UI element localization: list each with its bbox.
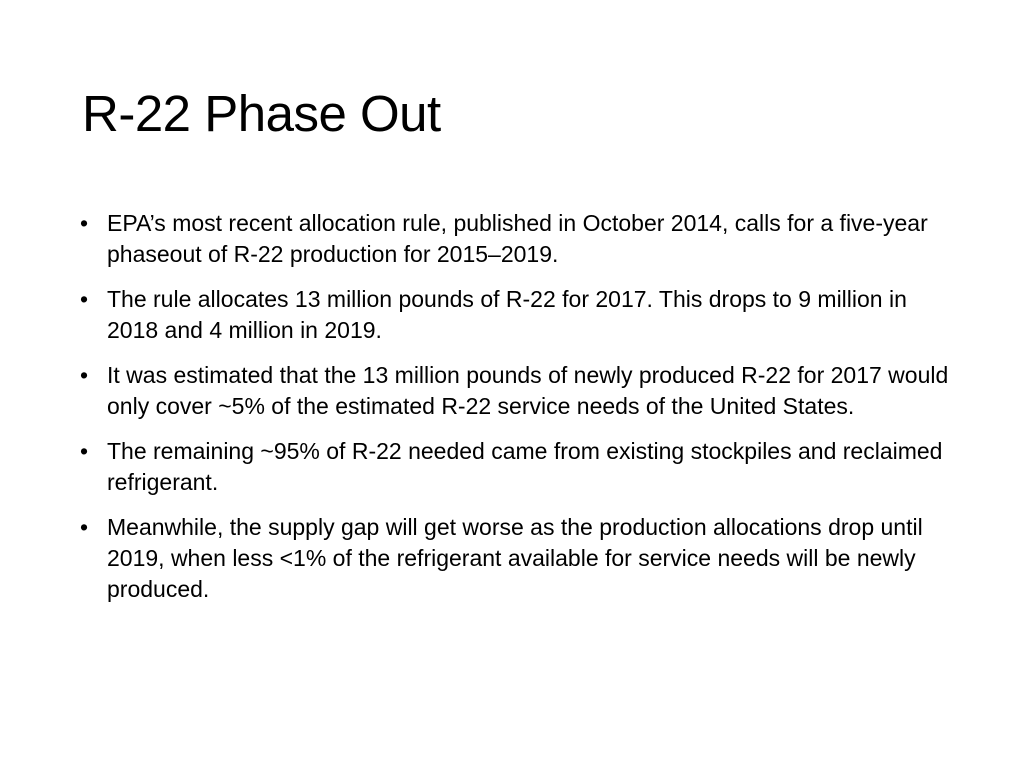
bullet-marker-icon: • xyxy=(80,286,89,312)
slide-title: R-22 Phase Out xyxy=(82,85,441,142)
bullet-text: Meanwhile, the supply gap will get worse as the production allocations drop until 2019, when less <1% of the refrigerant available for service needs will be newly produced. xyxy=(107,514,923,602)
bullet-item xyxy=(80,208,950,270)
bullet-text: The rule allocates 13 million pounds of R-22 for 2017. This drops to 9 million in 2018 and 4 million in 2019. xyxy=(107,286,907,343)
bullet-item xyxy=(80,512,950,605)
bullet-text: EPA’s most recent allocation rule, published in October 2014, calls for a five-year phaseout of R-22 production for 2015–2019. xyxy=(107,210,928,267)
bullet-item xyxy=(80,436,950,498)
bullet-marker-icon: • xyxy=(80,438,89,464)
bullet-item xyxy=(80,284,950,346)
bullet-list xyxy=(80,208,950,619)
bullet-item xyxy=(80,360,950,422)
bullet-marker-icon: • xyxy=(80,362,89,388)
bullet-text: The remaining ~95% of R-22 needed came from existing stockpiles and reclaimed refrigerant. xyxy=(107,438,943,495)
bullet-text: It was estimated that the 13 million pounds of newly produced R-22 for 2017 would only cover ~5% of the estimated R-22 service needs of the United States. xyxy=(107,362,949,419)
bullet-marker-icon: • xyxy=(80,514,89,540)
bullet-marker-icon: • xyxy=(80,210,89,236)
